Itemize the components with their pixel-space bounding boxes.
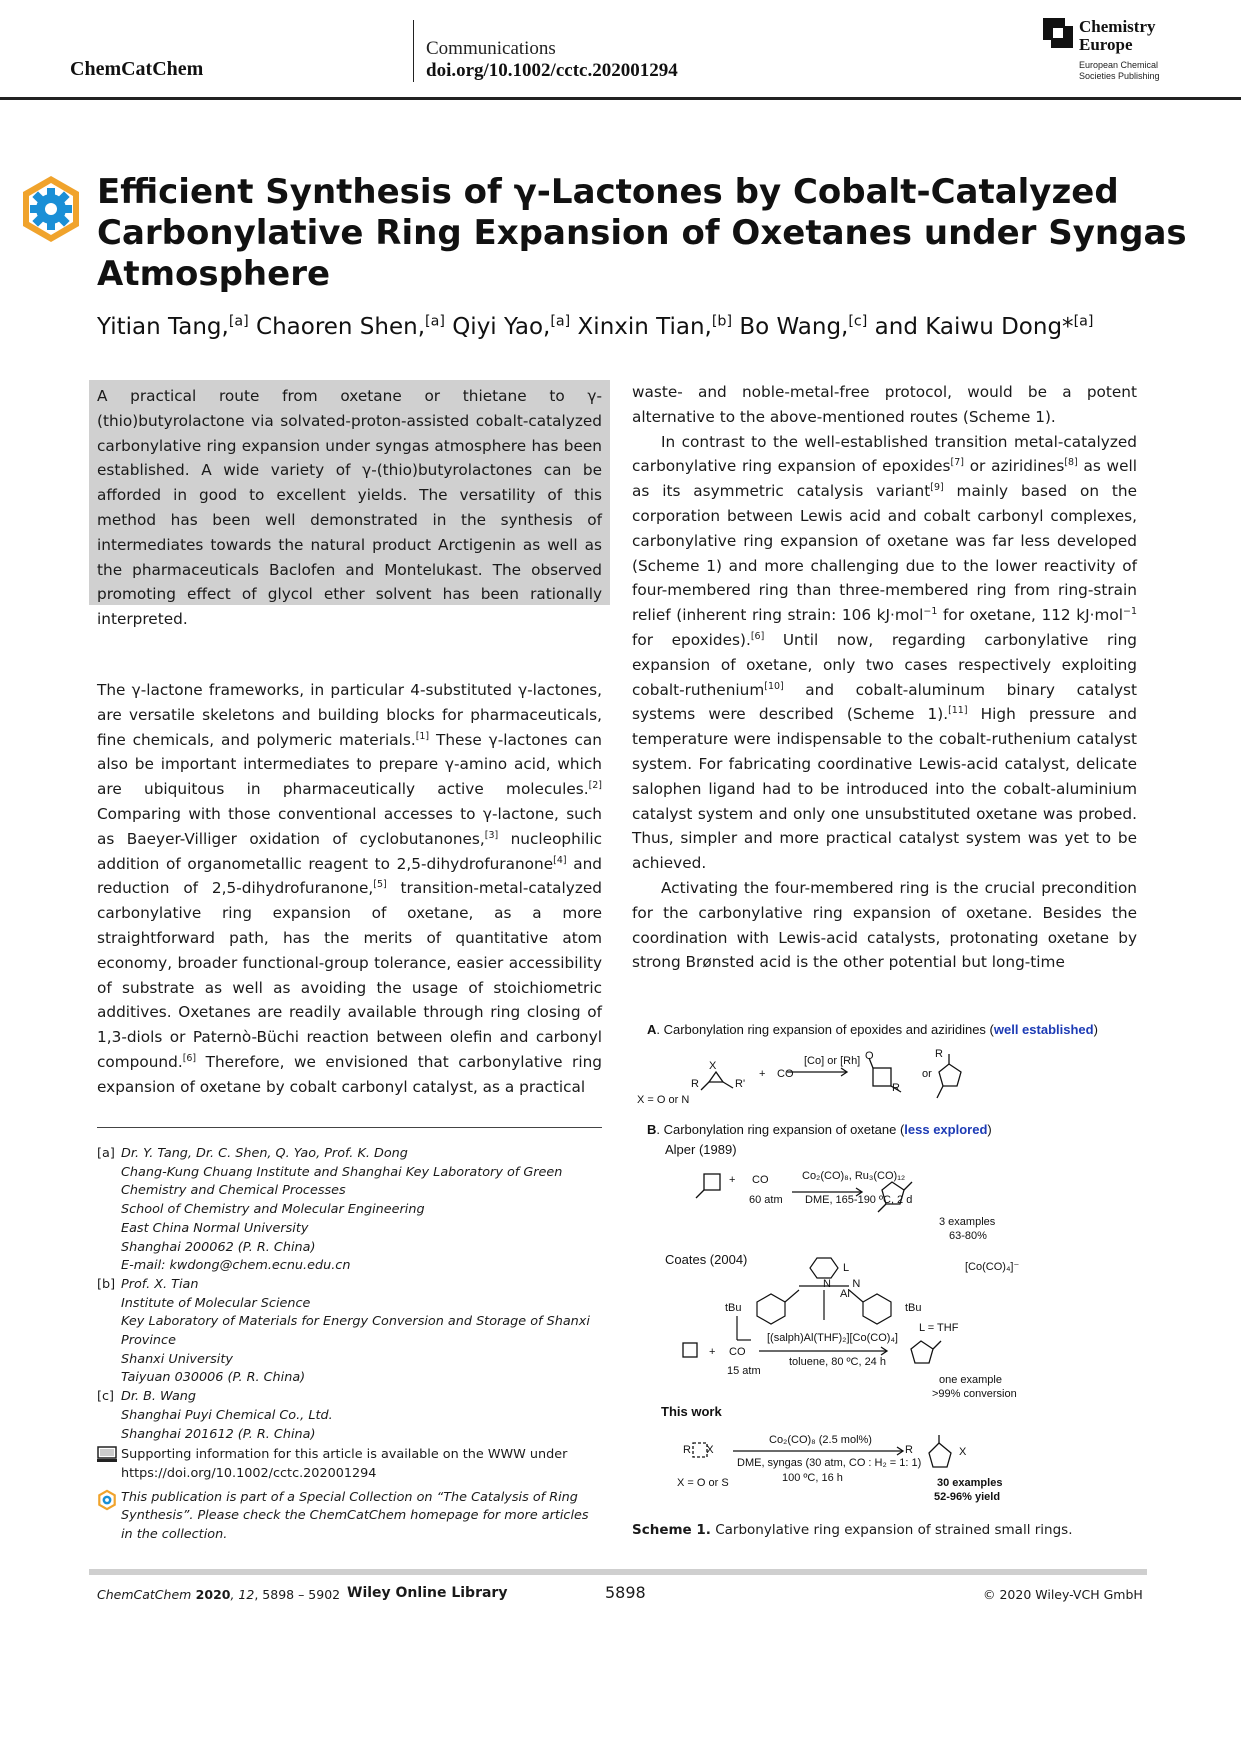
scheme-coates-cond-top: [(salph)Al(THF)₂][Co(CO)₄]	[767, 1332, 898, 1344]
affiliation-line: Chang-Kung Chuang Institute and Shanghai Key Laboratory of Green Chemistry and Chemical Processes	[121, 1164, 563, 1199]
scheme-tw-r: R X	[683, 1444, 714, 1456]
abstract-box	[89, 380, 610, 629]
scheme-alper-cond-bottom: DME, 165-190 ºC, 2 d	[805, 1194, 913, 1206]
body-paragraph: Activating the four-membered ring is the crucial precondition for the carbonylative ring expansion of oxetane. Besides the coordination with Lewis-acid catalysts, protonating oxetane by strong Brønsted acid is the other potential but long-time	[632, 878, 1137, 972]
scheme-tw-xdef: X = O or S	[677, 1477, 729, 1489]
affiliation-line: Dr. Y. Tang, Dr. C. Shen, Q. Yao, Prof. K. Dong	[121, 1146, 408, 1161]
affiliation-line[interactable]: E-mail: kwdong@chem.ecnu.edu.cn	[121, 1258, 351, 1274]
affiliation-text	[121, 1388, 333, 1444]
scheme-caption: Scheme 1. Carbonylative ring expansion of strained small rings.	[632, 1522, 1073, 1538]
scheme-a-conditions: [Co] or [Rh]	[804, 1055, 861, 1067]
supporting-info-text[interactable]: Supporting information for this article is available on the WWW under https://doi.org/10.1002/cctc.202001294	[121, 1447, 568, 1481]
scheme-a-structures	[687, 1050, 1147, 1125]
scheme-a-r: R	[691, 1078, 699, 1090]
citation-ref[interactable]: [1]	[415, 730, 430, 742]
affiliation-line: Shanghai 200062 (P. R. China)	[121, 1239, 316, 1255]
author-affiliation-ref: [c]	[848, 313, 868, 330]
doi-link[interactable]: doi.org/10.1002/cctc.202001294	[426, 60, 678, 81]
scheme-a-o: O	[865, 1050, 874, 1062]
citation-ref[interactable]: −1	[1123, 606, 1137, 618]
computer-icon	[97, 1446, 117, 1464]
chemistry-europe-icon	[1043, 18, 1073, 48]
citation-ref[interactable]: [7]	[950, 457, 964, 469]
affiliation-line: Institute of Molecular Science	[121, 1295, 311, 1311]
scheme-alper-cond-top: Co₂(CO)₈, Ru₃(CO)₁₂	[802, 1170, 906, 1182]
scheme-alper-label: Alper (1989)	[665, 1142, 737, 1157]
scheme-1-figure	[637, 1010, 1157, 1510]
scheme-coates-n: N N	[823, 1278, 861, 1290]
publisher-name-1: Chemistry	[1079, 17, 1156, 36]
affiliation-label: [a]	[97, 1146, 115, 1161]
author-affiliation-ref: [a]	[228, 313, 249, 330]
citation-ref[interactable]: [2]	[588, 780, 602, 792]
affiliation-line: Shanghai Puyi Chemical Co., Ltd.	[121, 1407, 333, 1423]
special-collection-note	[97, 1489, 602, 1545]
scheme-coates-label: Coates (2004)	[665, 1252, 748, 1267]
scheme-a-x: X	[709, 1060, 717, 1072]
citation-ref[interactable]: [4]	[553, 854, 567, 866]
citation-ref[interactable]: [6]	[750, 630, 765, 642]
scheme-tw-cond-top: Co₂(CO)₈ (2.5 mol%)	[769, 1434, 872, 1446]
author[interactable]: Yitian Tang,	[97, 314, 229, 340]
author-affiliation-ref: [a]	[1073, 313, 1094, 330]
scheme-tw-result-2: 52-96% yield	[934, 1491, 1001, 1503]
affiliation-line: Shanghai 201612 (P. R. China)	[121, 1426, 316, 1442]
article-type: Communications	[426, 38, 556, 59]
affiliation-line: School of Chemistry and Molecular Engineering	[121, 1202, 425, 1218]
scheme-coates-plus: +	[709, 1346, 716, 1358]
citation-ref[interactable]: −1	[923, 606, 938, 618]
publisher-sub-2: Societies Publishing	[1079, 71, 1160, 81]
affiliation-line: Dr. B. Wang	[121, 1389, 197, 1405]
author-affiliation-ref: [b]	[711, 313, 733, 330]
scheme-tw-result-1: 30 examples	[937, 1477, 1003, 1489]
author[interactable]: Xinxin Tian,	[570, 314, 712, 340]
page-number: 5898	[605, 1583, 646, 1602]
scheme-a-r-alt: R	[935, 1048, 943, 1060]
affiliation-label: [c]	[97, 1389, 115, 1405]
scheme-coates-l: L	[843, 1262, 850, 1274]
citation-ref[interactable]: [8]	[1064, 457, 1078, 469]
scheme-tw-x-product: X	[959, 1446, 967, 1458]
scheme-a-heading: A. Carbonylation ring expansion of epoxides and aziridines (well established)	[647, 1022, 1098, 1037]
affiliation-line: East China Normal University	[121, 1220, 309, 1236]
scheme-a-plus: +	[759, 1068, 766, 1080]
header-divider	[413, 20, 414, 82]
citation-ref[interactable]: [6]	[182, 1052, 197, 1064]
scheme-coates-lthf: L = THF	[919, 1322, 959, 1334]
scheme-alper-co: CO	[752, 1174, 769, 1186]
footnote-divider	[97, 1127, 602, 1128]
scheme-a-r-product: R	[892, 1082, 900, 1094]
gear-icon	[97, 1489, 117, 1511]
footer-band	[89, 1569, 1147, 1575]
scheme-this-work-label: This work	[661, 1404, 722, 1419]
special-collection-gear-icon	[20, 174, 82, 244]
citation-ref[interactable]: [3]	[484, 829, 499, 841]
citation-ref[interactable]: [10]	[764, 680, 784, 692]
scheme-coates-tbu-2: tBu	[905, 1302, 922, 1314]
author-affiliation-ref: [a]	[550, 313, 571, 330]
footer-citation: ChemCatChem 2020, 12, 5898 – 5902	[97, 1587, 341, 1602]
author-affiliation-ref: [a]	[425, 313, 445, 330]
scheme-coates-anion: [Co(CO)₄]⁻	[965, 1261, 1020, 1273]
affiliation-entry	[97, 1276, 602, 1388]
scheme-a-co: CO	[777, 1068, 794, 1080]
scheme-tw-r-product: R	[905, 1444, 913, 1456]
scheme-alper-result-2: 63-80%	[949, 1230, 987, 1242]
scheme-tw-cond-bottom: 100 ºC, 16 h	[782, 1472, 843, 1484]
author[interactable]: Bo Wang,	[732, 314, 849, 340]
scheme-b-heading: B. Carbonylation ring expansion of oxetane (less explored)	[647, 1122, 992, 1137]
scheme-coates-al: Al	[840, 1288, 850, 1300]
supporting-info-note	[97, 1446, 602, 1483]
citation-ref[interactable]: [5]	[373, 879, 387, 891]
affiliation-text	[121, 1145, 602, 1276]
publisher-name-2: Europe	[1079, 35, 1133, 54]
scheme-coates-pressure: 15 atm	[727, 1365, 761, 1377]
scheme-a-xdef: X = O or N	[637, 1094, 690, 1106]
citation-ref[interactable]: [9]	[930, 482, 944, 494]
affiliations	[97, 1145, 602, 1545]
wiley-online-library-link[interactable]: Wiley Online Library	[347, 1585, 508, 1601]
scheme-coates-tbu-1: tBu	[725, 1302, 742, 1314]
journal-name: ChemCatChem	[70, 58, 204, 80]
scheme-coates-result-1: one example	[939, 1374, 1002, 1386]
abstract-text: A practical route from oxetane or thietane to γ-(thio)butyrolactone via solvated-proton-assisted cobalt-catalyzed carbonylative ring expansion under syngas atmosphere has been established. A wide variety of γ-(thio)butyrolactones can be afforded in good to excellent yields. The versatility of this method has been well demonstrated in the synthesis of intermediates towards the natural product Arctigenin as well as the pharmaceuticals Baclofen and Montelukast. The observed promoting effect of glycol ether solvent has been rationally interpreted.	[97, 387, 602, 629]
special-collection-text: This publication is part of a Special Collection on “The Catalysis of Ring Synthesis”. Please check the ChemCatChem homepage for more articles in the collection.	[121, 1489, 589, 1543]
scheme-tw-cond-mid: DME, syngas (30 atm, CO : H₂ = 1: 1)	[737, 1457, 922, 1469]
author[interactable]: and Kaiwu Dong*	[867, 314, 1074, 340]
body-paragraph: The γ-lactone frameworks, in particular 4-substituted γ-lactones, are versatile skeletons and building blocks for pharmaceuticals, fine chemicals, and polymeric materials.[1] These γ-lactones can also be important intermediates to prepare γ-amino acid, which are ubiquitous in pharmaceutically active molecules.[2] Comparing with those conventional accesses to γ-lactone, such as Baeyer-Villiger oxidation of cyclobutanones,[3] nucleophilic addition of organometallic reagent to 2,5-dihydrofuranone[4] and reduction of 2,5-dihydrofuranone,[5] transition-metal-catalyzed carbonylative ring expansion of oxetane, as a more straightforward path, has the merits of quantitative atom economy, broader functional-group tolerance, easier accessibility of substrate as well as avoiding the usage of stoichiometric additives. Oxetanes are readily available through ring closing of 1,3-diols or Paternò-Büchi reaction between olefin and carbonyl compound.[6] Therefore, we envisioned that carbonylative ring expansion of oxetane by cobalt carbonyl catalyst, as a practical	[97, 681, 602, 1096]
header-rule	[0, 97, 1241, 100]
scheme-alper-result-1: 3 examples	[939, 1216, 996, 1228]
body-paragraph: waste- and noble-metal-free protocol, would be a potent alternative to the above-mentioned routes (Scheme 1).	[632, 383, 1137, 426]
article-title: Efficient Synthesis of γ-Lactones by Cobalt-Catalyzed Carbonylative Ring Expansion of Oxetanes under Syngas Atmosphere	[97, 172, 1187, 294]
scheme-alper-pressure: 60 atm	[749, 1194, 783, 1206]
scheme-coates-cond-bottom: toluene, 80 ºC, 24 h	[789, 1356, 886, 1368]
scheme-alper-plus: +	[729, 1174, 736, 1186]
author-list	[97, 314, 1093, 340]
affiliation-entry	[97, 1145, 602, 1276]
scheme-coates-co: CO	[729, 1346, 746, 1358]
copyright: © 2020 Wiley-VCH GmbH	[983, 1587, 1143, 1602]
scheme-coates-result-2: >99% conversion	[932, 1388, 1017, 1400]
publisher-sub-1: European Chemical	[1079, 60, 1159, 70]
body-paragraph: In contrast to the well-established transition metal-catalyzed carbonylative ring expansion of epoxides[7] or aziridines[8] as well as its asymmetric catalysis variant[9] mainly based on the corporation between Lewis acid and cobalt carbonyl complexes, carbonylative ring expansion of oxetane was far less developed (Scheme 1) and more challenging due to the lower reactivity of four-membered ring than three-membered ring from ring-strain relief (inherent ring strain: 106 kJ·mol$^{-1}$ for oxetane, 112 kJ·mol$^{-1}$ for epoxides).[6] Until now, regarding carbonylative ring expansion of oxetane, only two cases respectively exploiting cobalt-ruthenium[10] and cobalt-aluminum binary catalyst systems were described (Scheme 1).[11] High pressure and temperature were indispensable to the cobalt-ruthenium catalyst system. For fabricating coordinative Lewis-acid catalyst, delicate salophen ligand had to be introduced into the cobalt-aluminium catalyst system and only one unsubstituted oxetane was probed. Thus, simpler and more practical catalyst system was yet to be achieved.	[632, 432, 1137, 873]
affiliation-text	[121, 1276, 602, 1388]
body-left-column	[97, 678, 602, 1100]
author[interactable]: Qiyi Yao,	[444, 314, 551, 340]
affiliation-label: [b]	[97, 1276, 116, 1292]
affiliation-line: Key Laboratory of Materials for Energy Conversion and Storage of Shanxi Province	[121, 1314, 590, 1349]
affiliation-line: Shanxi University	[121, 1351, 233, 1367]
scheme-a-r2: R'	[735, 1078, 746, 1090]
affiliation-line: Taiyuan 030006 (P. R. China)	[121, 1370, 306, 1386]
citation-ref[interactable]: [11]	[948, 705, 968, 717]
scheme-a-or: or	[922, 1068, 932, 1080]
body-right-column	[632, 380, 1137, 975]
author[interactable]: Chaoren Shen,	[248, 314, 426, 340]
affiliation-entry	[97, 1388, 602, 1444]
affiliation-line: Prof. X. Tian	[121, 1276, 199, 1292]
